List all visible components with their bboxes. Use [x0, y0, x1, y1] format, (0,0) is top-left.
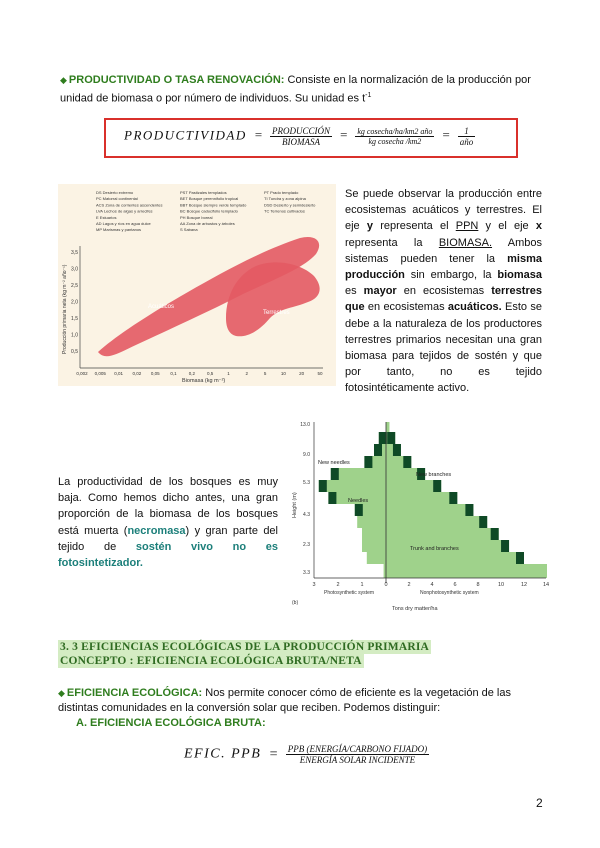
aquatic-label: Acuáticos: [148, 304, 175, 310]
formula-lhs: EFIC. PPB: [184, 746, 262, 762]
text-run: distintas comunidades en la conversión solar que reciben. Podemos distinguir:: [58, 702, 441, 714]
bar-new-needles: [355, 504, 363, 516]
text-run: representa la: [345, 236, 439, 249]
bar-new-branches: [387, 432, 395, 444]
x-tick-label: 0,02: [132, 371, 142, 376]
text-bold: acuáticos.: [447, 301, 502, 314]
bar-nonphotosynthetic: [386, 480, 441, 492]
x-tick-label: 14: [542, 582, 550, 588]
legend-entry: PT Prado templado: [264, 190, 299, 195]
productividad-text-2: unidad de biomasa o por número de individuos. Su unidad es t: [60, 92, 366, 105]
text-run: La productividad de los bosques es muy baja. Como hemos dicho antes, una gran proporción de la biomasa de los bosques está muerta (: [58, 476, 278, 537]
eficiencia-formula: [184, 744, 429, 765]
x-tick-label: 0,2: [188, 371, 195, 376]
fraction-numerator: 1: [458, 126, 476, 137]
bar-new-needles: [319, 480, 327, 492]
legend-entry: TI Tundra y zona alpina: [264, 196, 306, 202]
legend-entry: AD Lagos y ríos en agua dulce: [96, 221, 151, 226]
fraction-denominator: año: [459, 137, 474, 147]
legend-entry: LVA Lechos de algas y arrecifes: [96, 208, 153, 214]
y-tick-label: 3,5: [71, 250, 78, 256]
equals-sign: =: [254, 127, 263, 143]
fraction-denominator: kg cosecha /km2: [368, 137, 422, 146]
x-tick-label: 10: [280, 371, 286, 376]
annotation-new-needles: New needles: [318, 460, 350, 466]
forest-biomass-figure: [288, 418, 550, 614]
fraction-numerator: PRODUCCIÓN: [272, 126, 331, 136]
y-tick-label: 0,5: [71, 349, 78, 355]
page-number: 2: [536, 796, 543, 810]
y-tick-label: 9.0: [303, 452, 310, 458]
formula-lhs: PRODUCTIVIDAD: [124, 127, 247, 143]
x-tick-label: 3: [312, 582, 316, 588]
x-tick-label: 0: [384, 582, 388, 588]
x-tick-label: 4: [430, 582, 434, 588]
text-run: en ecosistemas: [364, 301, 448, 314]
y-axis-label: Producción primaria neta (kg m⁻² año⁻¹): [62, 264, 68, 354]
equals-sign: =: [268, 746, 279, 762]
text-run: es: [345, 285, 364, 298]
left-caption: Photosynthetic system: [324, 590, 375, 596]
y-tick-label: 1,0: [71, 332, 78, 339]
bar-new-branches: [403, 456, 411, 468]
legend-entry: PST Pastizales templados: [180, 190, 227, 195]
bullet-icon: ◆: [58, 688, 65, 698]
y-tick-label: 5.3: [303, 480, 310, 486]
unit-superscript: -1: [365, 92, 372, 99]
x-tick-label: 0,005: [94, 371, 106, 376]
annotation-new-branches: New branches: [416, 472, 452, 478]
y-tick-label: 2.3: [303, 542, 310, 548]
bar-new-needles: [374, 444, 382, 456]
x-tick-label: 0,1: [170, 371, 177, 376]
x-tick-label: 5: [263, 371, 267, 376]
fraction-denominator: BIOMASA: [282, 137, 321, 147]
fraction-efic: [286, 744, 429, 765]
bar-nonphotosynthetic: [386, 564, 547, 578]
legend-entry: AA Zona de arbustos y árboles: [180, 221, 235, 226]
bar-nonphotosynthetic: [386, 504, 473, 516]
bar-new-needles: [328, 492, 336, 504]
right-caption: Nonphotosynthetic system: [420, 590, 479, 596]
x-tick-label: 0,05: [150, 371, 160, 376]
text-run: representa el: [373, 220, 456, 233]
bar-nonphotosynthetic: [386, 492, 457, 504]
x-tick-label: 0,002: [76, 371, 88, 376]
annotation-trunk: Trunk and branches: [410, 546, 459, 552]
text-bold: mayor: [363, 285, 397, 298]
text-bold: biomasa: [497, 269, 542, 282]
y-tick-label: 3.3: [303, 570, 310, 576]
text-run: Esto se debe a la naturaleza de los productores terrestres primarios necesitan una gran biomasa para tejidos de sostén y que por tanto, no es tejido fotosintéticamente activo.: [345, 301, 542, 395]
text-bold: x: [535, 220, 542, 233]
x-tick-label: 6: [453, 582, 457, 588]
x-tick-label: 1: [227, 371, 230, 376]
legend-entry: BBT Bosque siempre verde templado: [180, 202, 247, 208]
bar-new-branches: [449, 492, 457, 504]
bar-new-needles: [364, 456, 372, 468]
bar-new-needles: [331, 468, 339, 480]
y-tick-label: 13.0: [300, 422, 310, 428]
fraction-produccion-biomasa: [270, 126, 332, 147]
x-tick-label: 1: [360, 582, 364, 588]
legend-entry: ACS Zona de corrientes ascendentes: [96, 202, 163, 208]
annotation-needles: Needles: [348, 498, 369, 504]
legend-entry: TC Terrenos cultivados: [264, 208, 305, 214]
text-highlight: sostén vivo no es fotosintetizador.: [58, 540, 278, 570]
legend-entry: PC Matorral continental: [96, 196, 138, 202]
bar-new-needles: [379, 432, 387, 444]
productividad-heading: PRODUCTIVIDAD O TASA RENOVACIÓN:: [68, 74, 285, 86]
bar-photosynthetic: [319, 480, 386, 492]
bar-photosynthetic: [362, 528, 386, 540]
text-bold: y: [366, 220, 373, 233]
section-concept: CONCEPTO : EFICIENCIA ECOLÓGICA BRUTA/NETA: [60, 655, 362, 667]
x-tick-label: 2: [336, 582, 340, 588]
figure-label: (b): [292, 600, 299, 606]
x-tick-label: 12: [520, 582, 528, 588]
eficiencia-paragraph: [58, 686, 548, 731]
section-title: 3. 3 EFICIENCIAS ECOLÓGICAS DE LA PRODUCCIÓN PRIMARIA: [60, 641, 430, 653]
text-run: Se puede observar la producción entre ecosistemas acuáticos y terrestres. El eje: [345, 188, 542, 233]
bar-nonphotosynthetic: [386, 422, 389, 432]
text-highlight: necromasa: [127, 524, 186, 537]
bar-new-branches: [491, 528, 499, 540]
legend-entry: BC Bosque caducifolio templado: [180, 208, 238, 214]
text-run: ) y gran parte del tejido de: [58, 524, 278, 553]
legend-entry: MP Marismas y pantanos: [96, 227, 142, 233]
text-underlined: PPN: [455, 220, 479, 233]
terrestrial-label: Terrestres: [263, 310, 290, 316]
text-run: Ambos sistemas pueden tener la: [345, 236, 543, 265]
bar-nonphotosynthetic: [386, 528, 499, 540]
productividad-paragraph: [60, 73, 550, 107]
equals-sign: =: [441, 127, 451, 143]
forest-chart-svg: [288, 418, 550, 614]
bar-new-branches: [433, 480, 441, 492]
bar-new-branches: [501, 540, 509, 552]
fraction-kg-cosecha: [355, 127, 434, 146]
bar-new-branches: [465, 504, 473, 516]
chart-legend: [96, 190, 316, 232]
text-run: y el eje: [478, 220, 536, 233]
y-tick-label: 2,0: [71, 299, 78, 306]
x-tick-label: 0,01: [114, 371, 123, 376]
y-tick-label: 4.3: [303, 512, 310, 518]
text-bold: terrestres que: [345, 285, 542, 314]
legend-entry: PH Bosque boreal: [180, 214, 213, 220]
x-axis-label: Biomasa (kg m⁻²): [182, 378, 226, 384]
fraction-denominator: ENERGÍA SOLAR INCIDENTE: [299, 755, 416, 765]
x-tick-label: 2: [245, 371, 249, 376]
text-underlined: BIOMASA.: [438, 236, 493, 249]
ecosistemas-paragraph: [345, 186, 542, 397]
x-tick-label: 50: [317, 371, 323, 376]
biomass-productivity-figure: [58, 184, 336, 386]
bar-photosynthetic: [357, 516, 386, 528]
x-tick-label: 8: [476, 582, 480, 588]
text-run: Nos permite conocer cómo de eficiente es la vegetación de las: [202, 687, 511, 699]
biomass-chart-svg: [58, 184, 336, 386]
legend-entry: S Sabana: [180, 227, 198, 233]
bar-nonphotosynthetic: [386, 516, 487, 528]
bar-new-branches: [516, 552, 524, 564]
bar-photosynthetic: [367, 552, 386, 564]
x-tick-label: 0,5: [207, 371, 214, 376]
eficiencia-heading: EFICIENCIA ECOLÓGICA:: [66, 687, 203, 699]
x-tick-label: 20: [299, 371, 305, 376]
fraction-numerator: PPB (ENERGÍA/CARBONO FIJADO): [287, 744, 428, 754]
bar-new-branches: [393, 444, 401, 456]
bosques-paragraph: [58, 474, 278, 571]
x-tick-label: 10: [497, 582, 505, 588]
y-tick-label: 3,0: [71, 266, 78, 273]
bar-photosynthetic: [362, 540, 386, 552]
legend-entry: BET Bosque perennifolio tropical: [180, 196, 239, 202]
productividad-text-1: Consiste en la normalización de la producción por: [284, 74, 531, 86]
fraction-1-ano: [458, 126, 476, 147]
section-heading: [58, 640, 431, 668]
y-tick-label: 2,5: [71, 283, 78, 289]
bar-nonphotosynthetic: [386, 552, 524, 564]
y-axis-label: Height (m): [292, 492, 298, 518]
y-tick-label: 1,5: [71, 316, 78, 322]
bar-new-branches: [479, 516, 487, 528]
fraction-numerator: kg cosecha/ha/km2 año: [357, 127, 433, 136]
text-run: sin embargo, la: [404, 269, 498, 282]
text-bold: misma producción: [345, 252, 542, 282]
legend-entry: E Estuarios: [96, 214, 117, 220]
x-axis-label: Tons dry matter/ha: [392, 606, 438, 612]
equals-sign: =: [339, 127, 349, 143]
productividad-formula-box: [104, 118, 518, 158]
legend-entry: DS Desierto extremo: [96, 190, 134, 195]
text-run: en ecosistemas: [396, 285, 492, 298]
eficiencia-bruta-heading: A. EFICIENCIA ECOLÓGICA BRUTA:: [76, 717, 266, 729]
bullet-icon: ◆: [60, 75, 67, 85]
legend-entry: DSD Desierto y semidesierto: [264, 202, 316, 208]
bar-photosynthetic: [331, 468, 386, 480]
x-tick-label: 2: [407, 582, 411, 588]
